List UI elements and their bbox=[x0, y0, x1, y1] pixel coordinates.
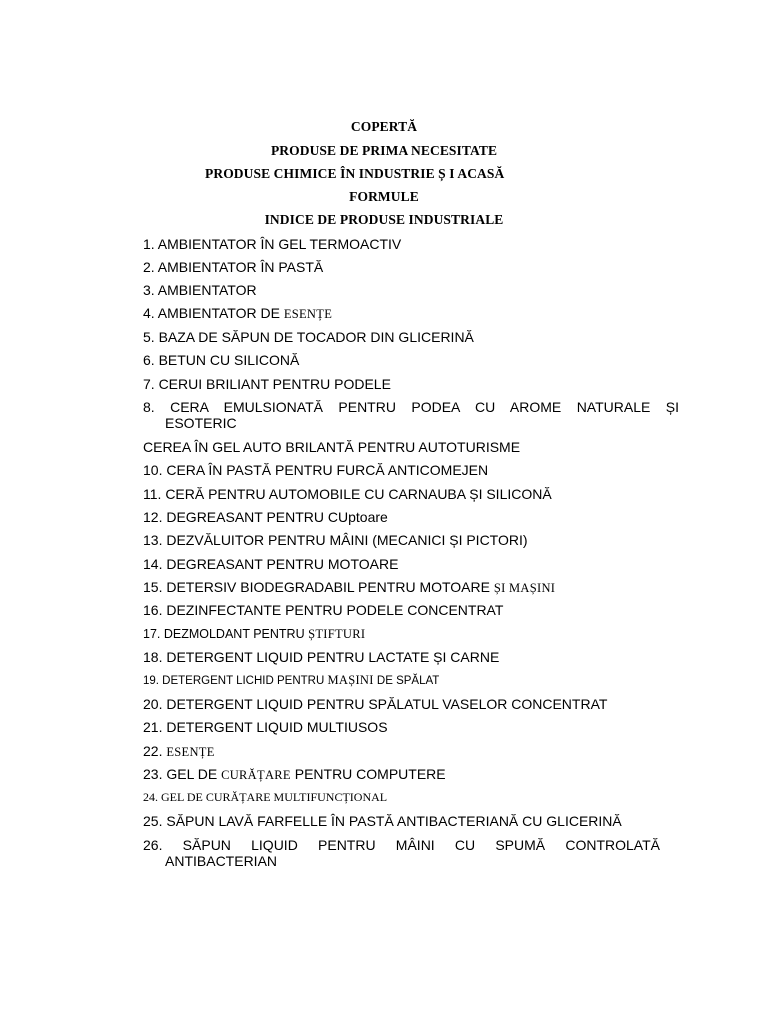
heading-formule: FORMULE bbox=[349, 189, 419, 204]
list-item-18: 18. DETERGENT LIQUID PENTRU LACTATE ȘI CARNE bbox=[143, 649, 500, 665]
list-item-14: 14. DEGREASANT PENTRU MOTOARE bbox=[143, 556, 399, 572]
list-item-10: 10. CERA ÎN PASTĂ PENTRU FURCĂ ANTICOMEJEN bbox=[143, 462, 489, 478]
list-item-11: 11. CERĂ PENTRU AUTOMOBILE CU CARNAUBA ȘI SILICONĂ bbox=[143, 486, 552, 502]
list-item-21: 21. DETERGENT LIQUID MULTIUSOS bbox=[143, 719, 388, 735]
list-item-23-text: 23. GEL DE bbox=[143, 766, 222, 782]
list-item-4-esente: ESENȚE bbox=[283, 307, 333, 321]
list-item-6: 6. BETUN CU SILICONĂ bbox=[143, 352, 300, 368]
list-item-1: 1. AMBIENTATOR ÎN GEL TERMOACTIV bbox=[143, 236, 402, 252]
list-item-8-line1: 8. CERA EMULSIONATĂ PENTRU PODEA CU AROME NATURALE ȘI bbox=[143, 399, 679, 415]
list-item-2: 2. AMBIENTATOR ÎN PASTĂ bbox=[143, 259, 324, 275]
heading-produse-prima-necesitate: PRODUSE DE PRIMA NECESITATE bbox=[270, 143, 498, 158]
list-item-3: 3. AMBIENTATOR bbox=[143, 282, 257, 298]
list-item-9: CEREA ÎN GEL AUTO BRILANTĂ PENTRU AUTOTURISME bbox=[143, 439, 521, 455]
list-item-12: 12. DEGREASANT PENTRU CUptoare bbox=[143, 509, 388, 525]
heading-indice: INDICE DE PRODUSE INDUSTRIALE bbox=[264, 212, 504, 227]
list-item-8 bbox=[143, 399, 679, 431]
list-item-16: 16. DEZINFECTANTE PENTRU PODELE CONCENTRAT bbox=[143, 602, 504, 618]
list-item-24: 24. GEL DE CURĂȚARE MULTIFUNCȚIONAL bbox=[143, 790, 388, 804]
list-item-4 bbox=[143, 305, 332, 322]
list-item-26-line1: 26. SĂPUN LIQUID PENTRU MÂINI CU SPUMĂ CONTROLATĂ bbox=[143, 837, 660, 853]
list-item-4-text: 4. AMBIENTATOR DE bbox=[143, 305, 284, 321]
list-item-26 bbox=[143, 837, 660, 869]
list-item-15 bbox=[143, 579, 555, 596]
heading-coperta: COPERTĂ bbox=[350, 119, 418, 134]
list-item-7: 7. CERUI BRILIANT PENTRU PODELE bbox=[143, 376, 391, 392]
list-item-22-number: 22. bbox=[143, 743, 167, 759]
heading-produse-chimice: PRODUSE CHIMICE ÎN INDUSTRIE Ș I ACASĂ bbox=[205, 166, 505, 181]
list-item-26-line2: ANTIBACTERIAN bbox=[165, 853, 278, 869]
list-item-19 bbox=[143, 672, 439, 689]
list-item-15-text: 15. DETERSIV BIODEGRADABIL PENTRU MOTOARE bbox=[143, 579, 494, 595]
list-item-22 bbox=[143, 743, 215, 760]
list-item-17 bbox=[143, 626, 365, 642]
list-item-17-text: 17. DEZMOLDANT PENTRU bbox=[143, 627, 309, 641]
list-item-13: 13. DEZVĂLUITOR PENTRU MÂINI (MECANICI ȘI PICTORI) bbox=[143, 532, 528, 548]
list-item-8-line2: ESOTERIC bbox=[165, 415, 237, 431]
list-item-19-tail: DE SPĂLAT bbox=[373, 675, 440, 687]
list-item-5: 5. BAZA DE SĂPUN DE TOCADOR DIN GLICERINĂ bbox=[143, 329, 474, 345]
list-item-19-text: 19. DETERGENT LICHID PENTRU bbox=[143, 675, 328, 687]
list-item-20: 20. DETERGENT LIQUID PENTRU SPĂLATUL VASELOR CONCENTRAT bbox=[143, 696, 608, 712]
list-item-19-masini: MAȘINI bbox=[327, 673, 374, 687]
list-item-25: 25. SĂPUN LAVĂ FARFELLE ÎN PASTĂ ANTIBACTERIANĂ CU GLICERINĂ bbox=[143, 813, 622, 829]
list-item-23 bbox=[143, 766, 446, 783]
list-item-23-tail: PENTRU COMPUTERE bbox=[290, 766, 446, 782]
list-item-17-stifturi: ȘTIFTURI bbox=[308, 627, 366, 641]
list-item-23-curatare: CURĂȚARE bbox=[221, 768, 291, 782]
list-item-15-masini: ȘI MAȘINI bbox=[493, 581, 556, 595]
list-item-22-esente: ESENȚE bbox=[166, 745, 215, 759]
